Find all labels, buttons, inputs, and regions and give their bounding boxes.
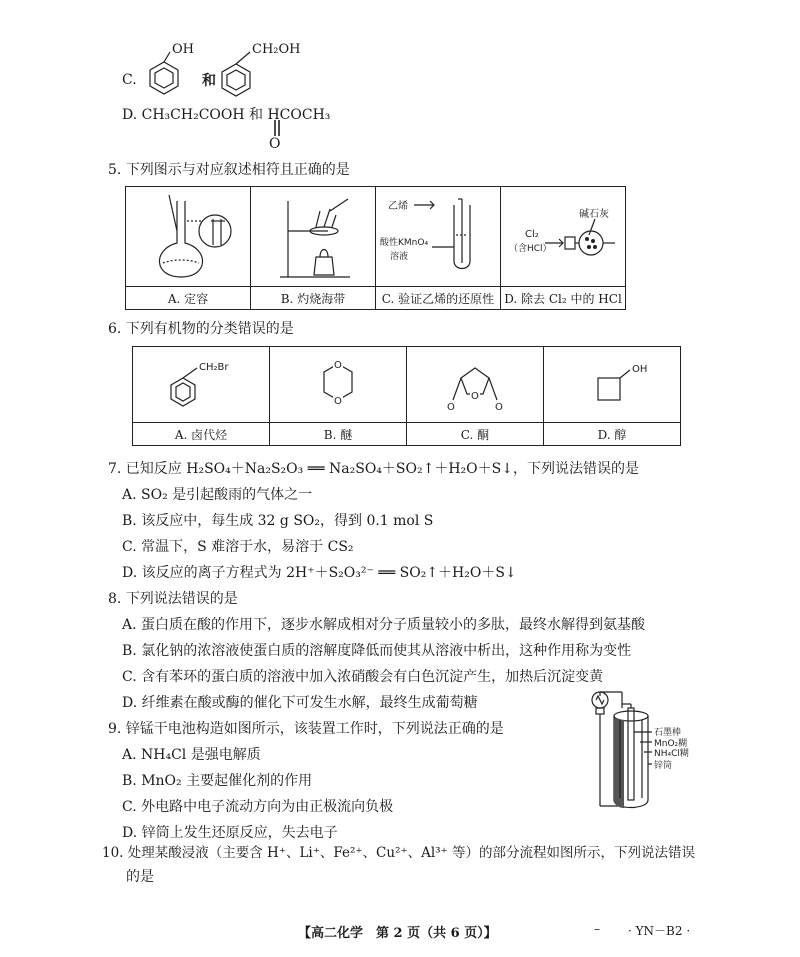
svg-text:O: O <box>495 401 503 413</box>
q5-label-hcl: （含HCl） <box>509 243 552 254</box>
q5-figure-c <box>376 187 501 287</box>
battery-label-graphite: 石墨棒 <box>654 728 682 738</box>
q9-option-c: C. 外电路中电子流动方向为由正极流向负极 <box>122 799 394 815</box>
q9-option-b: B. MnO₂ 主要起催化剂的作用 <box>122 773 313 789</box>
q8-option-b: B. 氯化钠的浓溶液使蛋白质的溶解度降低而使其从溶液中析出，这种作用称为变性 <box>122 643 632 659</box>
q6-figure-table <box>132 346 681 446</box>
cyclobutanol-structure <box>552 350 672 420</box>
q5-label-sodalime: 碱石灰 <box>579 208 609 220</box>
q9-option-d: D. 锌筒上发生还原反应，失去电子 <box>122 825 338 841</box>
q4-option-d: D. CH₃CH₂COOH 和 HCOCH₃ <box>122 107 331 123</box>
svg-text:O: O <box>334 395 342 407</box>
dioxane-structure <box>278 350 398 420</box>
svg-text:O: O <box>447 401 455 413</box>
q7-option-b: B. 该反应中，每生成 32 g SO₂，得到 0.1 mol S <box>122 513 434 529</box>
q8-option-c: C. 含有苯环的蛋白质的溶液中加入浓硝酸会有白色沉淀产生，加热后沉淀变黄 <box>122 669 604 685</box>
footer-page-info: 【高二化学 第 2 页（共 6 页）】 <box>298 926 497 941</box>
q5-figure-d <box>501 187 626 287</box>
crucible-burner-icon <box>258 191 368 283</box>
q9-stem: 9. 锌锰干电池构造如图所示，该装置工作时，下列说法正确的是 <box>108 721 504 737</box>
q5-figure-table <box>125 186 626 310</box>
zinc-manganese-battery-diagram <box>578 688 708 818</box>
q5-label-cl2: Cl₂ <box>525 228 539 240</box>
q4-option-d-o: O <box>269 136 281 152</box>
q6-figure-a <box>133 347 270 423</box>
q6-caption-b: B. 醚 <box>270 423 407 446</box>
q4-option-c <box>118 38 348 108</box>
q5-caption-a: A. 定容 <box>126 287 251 310</box>
q4-phenol-oh: OH <box>172 42 194 57</box>
q7-option-c: C. 常温下，S 难溶于水，易溶于 CS₂ <box>122 539 354 555</box>
q4-option-c-label: C. <box>122 72 137 88</box>
q6-caption-d: D. 醇 <box>544 423 681 446</box>
footer-code: · YN－B2 · <box>628 924 691 938</box>
q10-stem-line1: 10. 处理某酸浸液（主要含 H⁺、Li⁺、Fe²⁺、Cu²⁺、Al³⁺ 等）的部分流程如图所示，下列说法错误 <box>102 845 695 861</box>
q5-figure-b <box>251 187 376 287</box>
footer-dash: – <box>594 922 600 936</box>
q7-stem: 7. 已知反应 H₂SO₄＋Na₂S₂O₃ ══ Na₂SO₄＋SO₂↑＋H₂O＋S↓，下列说法错误的是 <box>108 461 639 477</box>
anhydride-structure <box>415 350 535 420</box>
svg-text:O: O <box>471 390 479 402</box>
test-tube-icon <box>378 191 498 283</box>
q5-stem: 5. 下列图示与对应叙述相符且正确的是 <box>108 162 350 178</box>
q6-stem: 6. 下列有机物的分类错误的是 <box>108 321 294 337</box>
q4-and: 和 <box>202 73 216 89</box>
benzyl-bromide-structure <box>141 350 261 420</box>
q8-option-d: D. 纤维素在酸或酶的催化下可发生水解，最终生成葡萄糖 <box>122 695 478 711</box>
battery-label-mno2: MnO₂糊 <box>654 739 688 749</box>
q7-option-d: D. 该反应的离子方程式为 2H⁺＋S₂O₃²⁻ ══ SO₂↑＋H₂O＋S↓ <box>122 565 517 581</box>
battery-label-nh4cl: NH₄Cl糊 <box>654 749 689 759</box>
q8-option-a: A. 蛋白质在酸的作用下，逐步水解成相对分子质量较小的多肽，最终水解得到氨基酸 <box>122 617 646 633</box>
q5-caption-d: D. 除去 Cl₂ 中的 HCl <box>501 287 626 310</box>
battery-label-zinc: 锌筒 <box>654 761 673 771</box>
q5-caption-c: C. 验证乙烯的还原性 <box>376 287 501 310</box>
q8-stem: 8. 下列说法错误的是 <box>108 591 238 607</box>
q5-label-ethylene: 乙烯 <box>388 200 408 212</box>
drying-tube-icon <box>503 191 623 283</box>
volumetric-flask-icon <box>133 191 243 283</box>
q6-caption-c: C. 酮 <box>407 423 544 446</box>
q6-figure-d <box>544 347 681 423</box>
q5-figure-a <box>126 187 251 287</box>
q6-label-ch2br: CH₂Br <box>199 361 229 373</box>
q6-figure-b <box>270 347 407 423</box>
q7-option-a: A. SO₂ 是引起酸雨的气体之一 <box>122 487 313 503</box>
q10-stem-line2: 的是 <box>126 869 154 885</box>
q9-option-a: A. NH₄Cl 是强电解质 <box>122 747 261 763</box>
q4-ch2oh: CH₂OH <box>252 42 301 57</box>
q6-caption-a: A. 卤代烃 <box>133 423 270 446</box>
q5-label-kmno4-2: 溶液 <box>390 251 409 262</box>
q6-label-oh: OH <box>632 363 648 375</box>
svg-text:O: O <box>334 359 342 371</box>
q5-caption-b: B. 灼烧海带 <box>251 287 376 310</box>
q5-label-kmno4-1: 酸性KMnO₄ <box>380 237 429 248</box>
q6-figure-c <box>407 347 544 423</box>
